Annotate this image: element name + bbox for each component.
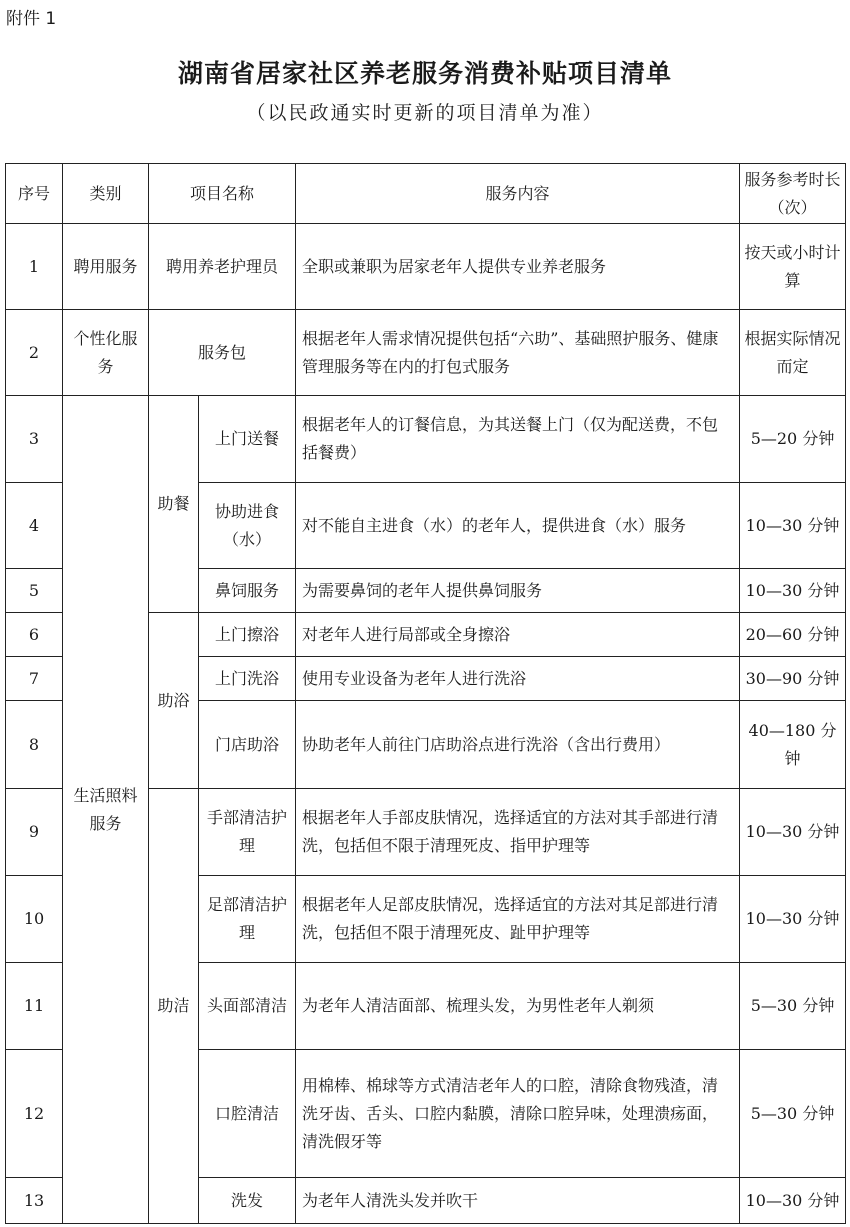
row-duration: 10—30 分钟 <box>740 569 846 613</box>
row-content: 全职或兼职为居家老年人提供专业养老服务 <box>296 224 740 310</box>
row-duration: 40—180 分钟 <box>740 701 846 789</box>
header-content: 服务内容 <box>296 164 740 224</box>
table-header-row <box>6 164 846 224</box>
row-seq: 5 <box>6 569 63 613</box>
header-project: 项目名称 <box>149 164 296 224</box>
row-category: 聘用服务 <box>63 224 149 310</box>
row-content: 根据老年人的订餐信息，为其送餐上门（仅为配送费，不包括餐费） <box>296 396 740 483</box>
row-content: 为需要鼻饲的老年人提供鼻饲服务 <box>296 569 740 613</box>
row-seq: 4 <box>6 483 63 569</box>
row-duration: 根据实际情况而定 <box>740 310 846 396</box>
row-project-name: 洗发 <box>199 1178 296 1224</box>
row-seq: 11 <box>6 963 63 1050</box>
row-project-name: 上门送餐 <box>199 396 296 483</box>
row-content: 使用专业设备为老年人进行洗浴 <box>296 657 740 701</box>
row-project-name: 头面部清洁 <box>199 963 296 1050</box>
row-seq: 10 <box>6 876 63 963</box>
row-content: 为老年人清洁面部、梳理头发，为男性老年人剃须 <box>296 963 740 1050</box>
document-subtitle: （以民政通实时更新的项目清单为准） <box>246 102 604 124</box>
document-title: 湖南省居家社区养老服务消费补贴项目清单 <box>177 59 672 88</box>
row-seq: 12 <box>6 1050 63 1178</box>
row-seq: 13 <box>6 1178 63 1224</box>
row-project-name: 协助进食（水） <box>199 483 296 569</box>
subcategory-meal: 助餐 <box>149 396 199 613</box>
table-row <box>6 396 846 483</box>
row-duration: 按天或小时计算 <box>740 224 846 310</box>
table-row <box>6 224 846 310</box>
row-seq: 7 <box>6 657 63 701</box>
row-duration: 5—20 分钟 <box>740 396 846 483</box>
row-content: 协助老年人前往门店助浴点进行洗浴（含出行费用） <box>296 701 740 789</box>
row-seq: 6 <box>6 613 63 657</box>
row-content: 用棉棒、棉球等方式清洁老年人的口腔，清除食物残渣，清洗牙齿、舌头、口腔内黏膜，清除口腔异味，处理溃疡面，清洗假牙等 <box>296 1050 740 1178</box>
row-duration: 30—90 分钟 <box>740 657 846 701</box>
category-life-care: 生活照料服务 <box>63 396 149 1224</box>
row-duration: 10—30 分钟 <box>740 483 846 569</box>
row-seq: 1 <box>6 224 63 310</box>
subcategory-clean: 助洁 <box>149 789 199 1224</box>
row-seq: 9 <box>6 789 63 876</box>
row-duration: 10—30 分钟 <box>740 1178 846 1224</box>
row-duration: 5—30 分钟 <box>740 1050 846 1178</box>
row-duration: 10—30 分钟 <box>740 876 846 963</box>
header-duration: 服务参考时长（次） <box>740 164 846 224</box>
row-project-name: 足部清洁护理 <box>199 876 296 963</box>
row-seq: 2 <box>6 310 63 396</box>
row-content: 根据老年人足部皮肤情况，选择适宜的方法对其足部进行清洗，包括但不限于清理死皮、趾甲护理等 <box>296 876 740 963</box>
row-project-name: 口腔清洁 <box>199 1050 296 1178</box>
row-project-name: 门店助浴 <box>199 701 296 789</box>
row-seq: 8 <box>6 701 63 789</box>
subsidy-project-table <box>5 163 846 1224</box>
row-category: 个性化服务 <box>63 310 149 396</box>
row-project-name: 手部清洁护理 <box>199 789 296 876</box>
subcategory-bath: 助浴 <box>149 613 199 789</box>
row-content: 根据老年人手部皮肤情况，选择适宜的方法对其手部进行清洗，包括但不限于清理死皮、指甲护理等 <box>296 789 740 876</box>
row-content: 为老年人清洗头发并吹干 <box>296 1178 740 1224</box>
row-project-name: 聘用养老护理员 <box>149 224 296 310</box>
row-seq: 3 <box>6 396 63 483</box>
row-content: 对不能自主进食（水）的老年人，提供进食（水）服务 <box>296 483 740 569</box>
row-content: 对老年人进行局部或全身擦浴 <box>296 613 740 657</box>
row-project-name: 鼻饲服务 <box>199 569 296 613</box>
row-project-name: 上门擦浴 <box>199 613 296 657</box>
row-duration: 20—60 分钟 <box>740 613 846 657</box>
row-duration: 5—30 分钟 <box>740 963 846 1050</box>
attachment-label: 附件 1 <box>6 9 57 29</box>
row-project-name: 上门洗浴 <box>199 657 296 701</box>
row-project-name: 服务包 <box>149 310 296 396</box>
header-seq: 序号 <box>6 164 63 224</box>
row-duration: 10—30 分钟 <box>740 789 846 876</box>
row-content: 根据老年人需求情况提供包括“六助”、基础照护服务、健康管理服务等在内的打包式服务 <box>296 310 740 396</box>
table-row <box>6 310 846 396</box>
header-category: 类别 <box>63 164 149 224</box>
